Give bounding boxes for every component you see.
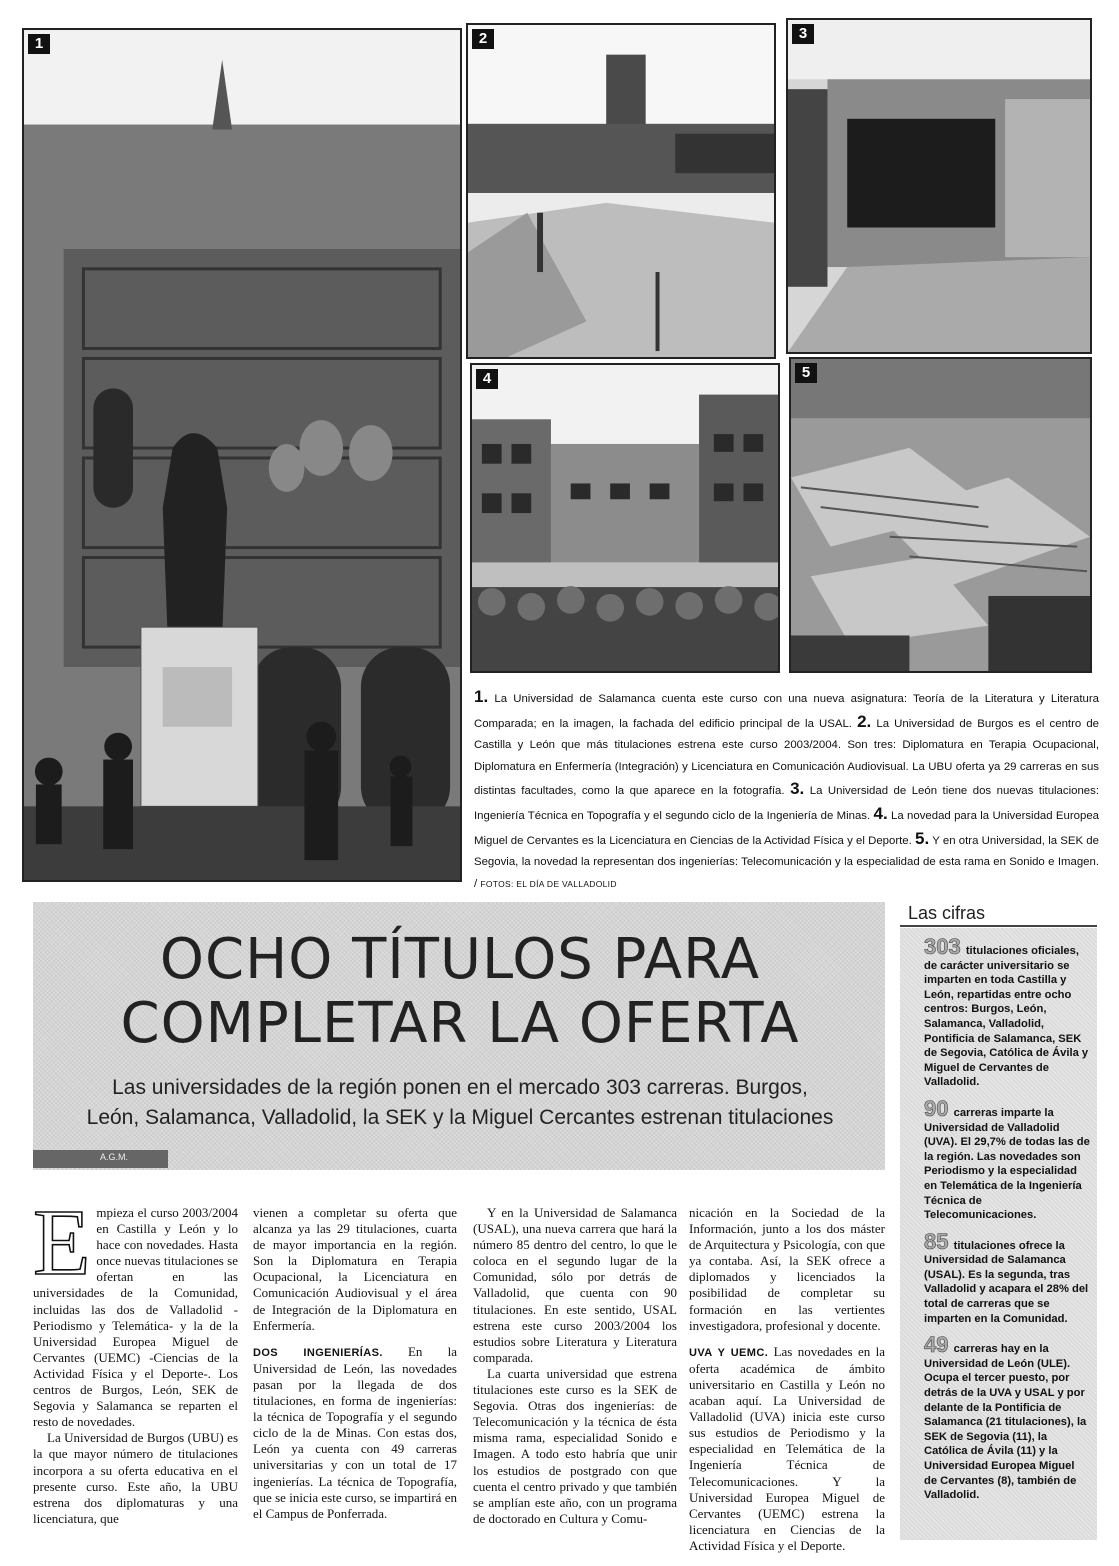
caption-number-1: 1. <box>474 687 489 706</box>
figure-item <box>924 934 1090 1090</box>
caption-number-3: 3. <box>790 779 805 799</box>
caption-number-4: 4. <box>873 803 888 823</box>
article-text: En la Universidad de León, las novedades pasan por la llegada de dos titulaciones, en forma de ingenierías: la técnica de Topografía y el segundo ciclo de la de Minas. Con estas dos, León ya cuenta con 49 carreras universitarias y con un total de 17 ingenierías. La técnica de Topografía, que se inicia este curso, se impartirá en el Campus de Ponferrada. <box>253 1343 457 1521</box>
subheadline <box>40 1073 880 1133</box>
photo-number: 3 <box>792 24 814 44</box>
article-paragraph: La cuarta universidad que estrena titulaciones este curso es la SEK de Segovia. Otras dos ingenierías: de Telecomunicación y la técnica de ésta misma rama, especialidad Sonido e Imagen. A todo esto habría que unir los estudios de postgrado con que cuenta el centro privado y que también se amplían este año, con un programa de doctorado en Cultura y Comu- <box>473 1365 677 1526</box>
photo-ule-building <box>786 18 1092 354</box>
photo-ubu-campus-image <box>468 25 774 357</box>
figure-number: 49 <box>924 1332 949 1358</box>
figure-number: 303 <box>924 934 961 959</box>
photo-number: 1 <box>28 34 50 54</box>
headline <box>40 928 880 1056</box>
article-paragraph <box>253 1344 457 1522</box>
figure-number: 90 <box>924 1095 949 1121</box>
article-paragraph: La Universidad de Burgos (UBU) es la que mayor número de titulaciones incorpora a su oferta educativa en el presente curso. Este año, la UBU estrena dos diplomaturas y una licenciatura, que <box>33 1430 238 1526</box>
photo-number: 5 <box>795 363 817 383</box>
figure-item <box>924 1228 1090 1327</box>
article-text: mpieza el curso 2003/2004 en Castilla y León y lo hace con novedades. Hasta once nuevas titulaciones se ofertan en las universidades de la Comunidad, incluidas las dos de Valladolid -Periodismo y Telemática- y la de la Universidad Europea Miguel de Cervantes (UEMC) -Ciencias de la Actividad Física y el Deporte-. Los centros de Burgos, León, SEK de Segovia y Salamanca se reparten el resto de novedades. <box>33 1205 238 1430</box>
photo-ule-building-image <box>788 20 1090 352</box>
sidebar-rule <box>900 925 1097 927</box>
section-lead: UVA Y UEMC. <box>689 1346 769 1359</box>
caption-text-3: La Universidad de León tiene dos nuevas titulaciones: Ingeniería Técnica en Topografía y el segundo ciclo de la Ingeniería de Minas. <box>474 785 1099 822</box>
article-text: Y en la Universidad de Salamanca (USAL), una nueva carrera que hará la número 85 dentro del centro, lo que le coloca en el segundo lugar de la Comunidad, sólo por detrás de Valladolid, que cuenta con 90 titulaciones. En este sentido, USAL estrena este curso 2003/2004 los estudios sobre Literatura y Literatura comparada. <box>473 1205 677 1365</box>
subheadline-line-1: Las universidades de la región ponen en el mercado 303 carreras. Burgos, <box>112 1076 808 1099</box>
photo-usal-facade <box>22 28 462 882</box>
photo-number: 2 <box>472 29 494 49</box>
sidebar-title: Las cifras <box>908 903 986 923</box>
drop-cap: E <box>33 1191 91 1295</box>
photo-caption <box>474 686 1099 895</box>
figure-number: 85 <box>924 1228 949 1254</box>
article-column-2 <box>253 1205 457 1522</box>
caption-number-2: 2. <box>857 711 872 731</box>
caption-text-2: La Universidad de Burgos es el centro de Castilla y León que más titulaciones estrena este curso 2003/2004. Son tres: Diplomatura en Terapia Ocupacional, Diplomatura en Enfermería (Integración) y Licenciatura en Comunicación Audiovisual. La UBU oferta ya 29 carreras en sus distintas facultades, como la que aparece en la fotografía. <box>474 717 1099 798</box>
article-text: Las novedades en la oferta académica de ámbito universitario en Castilla y León no acaban aquí. La Universidad de Valladolid (UVA) inicia este curso sus estudios de Periodismo y la especialidad en Telemática de la Ingeniería Técnica de Telecomunicaciones. Y la Universidad Europea Miguel de Cervantes (UEMC) estrena la licenciatura en Ciencias de la Actividad Física y el Deporte. <box>689 1343 886 1553</box>
article-paragraph: nicación en la Sociedad de la Información, junto a los dos máster de Arquitectura y Psicología, con que ya contaba. Así, la SEK ofrece a diplomados y licenciados la posibilidad de completar su formación en las vertientes investigadora, profesional y docente. <box>689 1205 885 1333</box>
photo-ubu-campus <box>466 23 776 359</box>
article-paragraph <box>33 1191 238 1430</box>
photo-usal-facade-image <box>24 30 460 880</box>
subheadline-line-2: León, Salamanca, Valladolid, la SEK y la Miguel Cercantes estrenan titulaciones <box>86 1106 834 1129</box>
article-paragraph <box>689 1344 885 1554</box>
figure-text: carreras imparte la Universidad de Valladolid (UVA). El 29,7% de todas las de la región. Las novedades son Periodismo y la especialidad en Telemática de la Ingeniería Técnica de Telecomunicaciones. <box>924 1106 1090 1222</box>
figure-text: carreras hay en la Universidad de León (ULE). Ocupa el tercer puesto, por detrás de la UVA y USAL y por delante de la Pontificia de Salamanca (21 titulaciones), la SEK de Segovia (11), la Católica de Ávila (11) y la Universidad Europea Miguel de Cervantes (8), también de Valladolid. <box>924 1343 1087 1502</box>
section-lead: DOS INGENIERÍAS. <box>253 1346 383 1359</box>
photo-sek-segovia-image <box>791 359 1090 671</box>
caption-text-5: Y en otra Universidad, la SEK de Segovia, la novedad la representan dos ingenierías: Telecomunicación y la especialidad de esta rama en Sonido e Imagen. / <box>474 834 1099 890</box>
photo-credit: FOTOS: EL DÍA DE VALLADOLID <box>480 878 617 889</box>
article-paragraph: vienen a completar su oferta que alcanza ya las 29 titulaciones, cuarta de mayor importancia en la región. Son la Diplomatura en Terapia Ocupacional, la Licenciatura en Comunicación Audiovisual y el área de Integración de la Diplomatura en Enfermería. <box>253 1205 457 1333</box>
headline-line-1: OCHO TÍTULOS PARA <box>159 927 761 992</box>
article-column-1 <box>33 1191 238 1527</box>
figure-item <box>924 1095 1090 1223</box>
article-column-4 <box>689 1205 885 1554</box>
figure-text: titulaciones oficiales, de carácter universitario se imparten en toda Castilla y León, repartidas entre ocho centros: Burgos, León, Salamanca, Valladolid, Pontificia de Salamanca, SEK de Segovia, Católica de Ávila y Miguel de Cervantes de Valladolid. <box>924 945 1089 1089</box>
figure-item <box>924 1332 1090 1503</box>
figure-text: titulaciones ofrece la Universidad de Salamanca (USAL). Es la segunda, tras Valladolid y acapara el 28% del total de carreras que se imparten en la Comunidad. <box>924 1239 1089 1325</box>
caption-text-4: La novedad para la Universidad Europea Miguel de Cervantes es la Licenciatura en Ciencias de la Actividad Física y el Deporte. <box>474 809 1099 847</box>
article-column-3 <box>473 1205 677 1527</box>
byline: A.G.M. <box>100 1152 129 1162</box>
sidebar-figures <box>924 934 1090 1515</box>
caption-number-5: 5. <box>915 828 930 848</box>
article-paragraph <box>473 1205 677 1366</box>
photo-sek-segovia <box>789 357 1092 673</box>
headline-line-2: COMPLETAR LA OFERTA <box>120 991 800 1056</box>
caption-text-1: La Universidad de Salamanca cuenta este curso con una nueva asignatura: Teoría de la Literatura y Literatura Comparada; en la imagen, la fachada del edificio principal de la USAL. <box>474 693 1099 730</box>
photo-uemc-building <box>470 363 780 673</box>
photo-uemc-building-image <box>472 365 778 671</box>
photo-number: 4 <box>476 369 498 389</box>
